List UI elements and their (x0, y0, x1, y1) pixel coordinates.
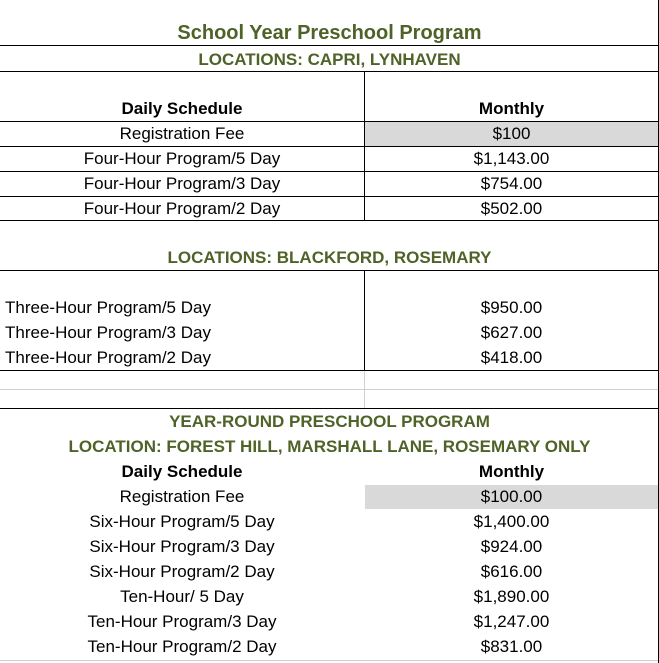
program1-row-label: Four-Hour Program/2 Day (83, 199, 281, 218)
program1-title: School Year Preschool Program (177, 22, 482, 44)
program3-row-label: Six-Hour Program/5 Day (89, 512, 275, 531)
program3-row-price: $1,400.00 (473, 512, 550, 531)
program1-row-price: $1,143.00 (473, 149, 550, 168)
program1-header-daily-schedule: Daily Schedule (121, 99, 243, 118)
program3-row-label: Ten-Hour/ 5 Day (120, 587, 244, 606)
program2-row-label: Three-Hour Program/5 Day (5, 298, 211, 317)
program3-header-daily-schedule: Daily Schedule (121, 462, 243, 481)
program3-row-price: $1,890.00 (473, 587, 550, 606)
program2-row-price: $627.00 (480, 323, 543, 342)
program1-row-label: Four-Hour Program/5 Day (83, 149, 281, 168)
program2-row-price: $418.00 (480, 348, 543, 367)
program3-header-monthly: Monthly (478, 462, 545, 481)
program2-row-price: $950.00 (480, 298, 543, 317)
program3-row-label: Ten-Hour Program/2 Day (87, 637, 277, 656)
program3-row-label: Registration Fee (119, 487, 245, 506)
program3-row-label: Six-Hour Program/3 Day (89, 537, 275, 556)
program3-row-price: $831.00 (480, 637, 543, 656)
program3-row-price: $924.00 (480, 537, 543, 556)
program1-row-price: $502.00 (480, 199, 543, 218)
program2-row-label: Three-Hour Program/2 Day (5, 348, 211, 367)
program3-row-price: $616.00 (480, 562, 543, 581)
program1-locations: LOCATIONS: CAPRI, LYNHAVEN (198, 50, 461, 69)
program1-row-label: Registration Fee (119, 124, 245, 143)
program3-locations: LOCATION: FOREST HILL, MARSHALL LANE, ROSEMARY ONLY (68, 437, 591, 456)
program2-row-label: Three-Hour Program/3 Day (5, 323, 211, 342)
program3-row-price: $1,247.00 (473, 612, 550, 631)
program3-row-label: Ten-Hour Program/3 Day (87, 612, 277, 631)
program2-locations: LOCATIONS: BLACKFORD, ROSEMARY (167, 248, 492, 267)
program1-row-price: $100 (492, 124, 531, 143)
program3-title: YEAR-ROUND PRESCHOOL PROGRAM (169, 412, 490, 431)
program1-row-price: $754.00 (480, 174, 543, 193)
program3-row-label: Six-Hour Program/2 Day (89, 562, 275, 581)
program3-row-price: $100.00 (480, 487, 543, 506)
program1-row-label: Four-Hour Program/3 Day (83, 174, 281, 193)
program1-header-monthly: Monthly (478, 99, 545, 118)
